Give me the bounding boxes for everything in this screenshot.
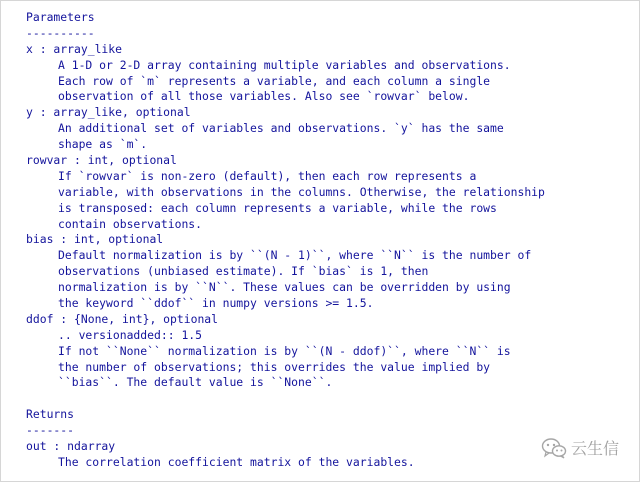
doc-line: Each row of `m` represents a variable, and each column a single — [58, 73, 491, 88]
doc-line: shape as `m`. — [58, 137, 148, 152]
doc-line: observation of all those variables. Also see `rowvar` below. — [58, 89, 470, 104]
doc-line: contain observations. — [58, 216, 203, 231]
doc-line: Parameters — [26, 10, 95, 24]
doc-line: observations (unbiased estimate). If `bias` is 1, then — [58, 264, 429, 279]
watermark-text: 云生信 — [570, 439, 619, 458]
docstring-text — [26, 10, 626, 471]
doc-line — [26, 391, 626, 407]
watermark — [541, 436, 619, 459]
doc-line: An additional set of variables and observations. `y` has the same — [58, 121, 504, 136]
doc-line: .. versionadded:: 1.5 — [58, 327, 203, 342]
doc-line: the number of observations; this overrides the value implied by — [58, 359, 491, 374]
doc-line: bias : int, optional — [26, 232, 164, 247]
doc-line: the keyword ``ddof`` in numpy versions >= 1.5. — [58, 296, 374, 311]
doc-line: Default normalization is by ``(N - 1)``, where ``N`` is the number of — [58, 248, 532, 263]
doc-line: If not ``None`` normalization is by ``(N - ddof)``, where ``N`` is — [58, 343, 511, 358]
doc-line: ``bias``. The default value is ``None``. — [58, 375, 333, 390]
doc-line: out : ndarray — [26, 439, 116, 454]
doc-line: The correlation coefficient matrix of the variables. — [58, 454, 415, 469]
doc-line: ddof : {None, int}, optional — [26, 311, 219, 326]
doc-line: x : array_like — [26, 41, 123, 56]
doc-line: rowvar : int, optional — [26, 153, 177, 168]
doc-line: Returns — [26, 407, 75, 422]
doc-line: y : array_like, optional — [26, 105, 191, 120]
doc-line: is transposed: each column represents a variable, while the rows — [58, 200, 497, 215]
doc-line: ------- — [26, 423, 75, 438]
doc-line: variable, with observations in the columns. Otherwise, the relationship — [58, 184, 545, 199]
doc-line: normalization is by ``N``. These values can be overridden by using — [58, 280, 511, 295]
doc-line: ---------- — [26, 25, 95, 40]
wechat-icon — [541, 437, 567, 459]
doc-line: A 1-D or 2-D array containing multiple variables and observations. — [58, 57, 511, 72]
doc-line: If `rowvar` is non-zero (default), then each row represents a — [58, 168, 477, 183]
